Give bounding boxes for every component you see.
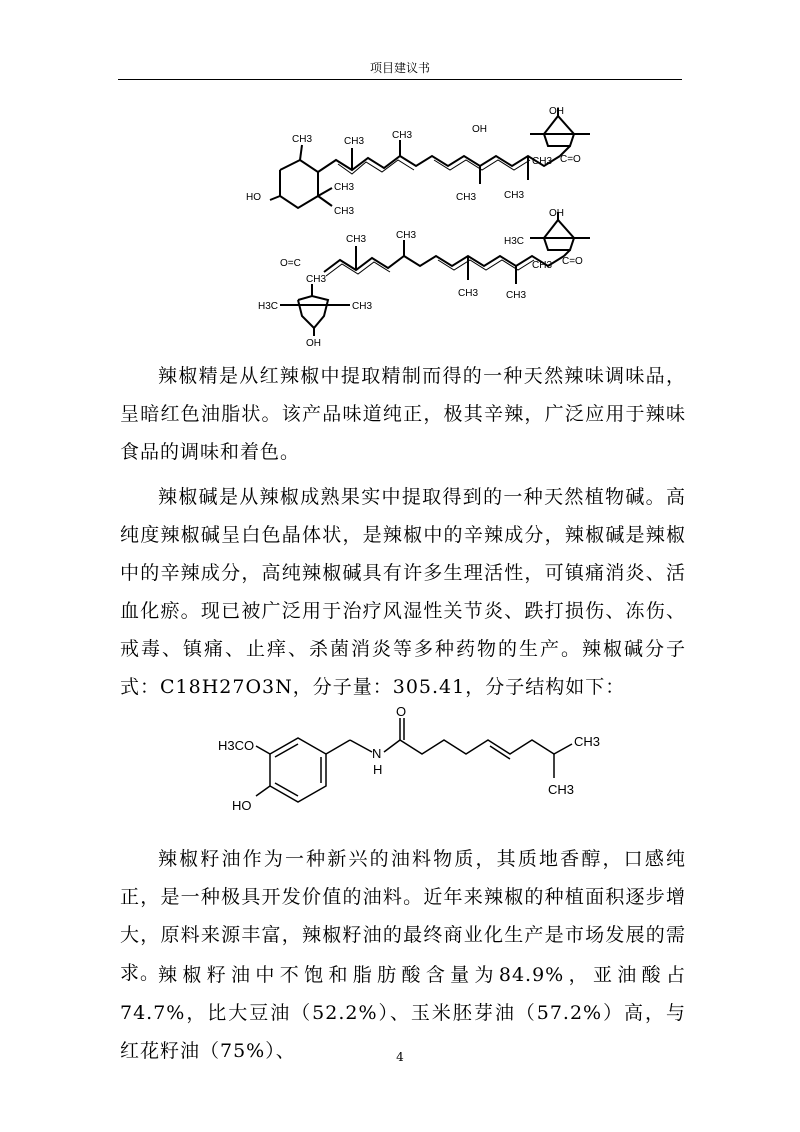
label-ch3-9: CH3 [396,230,417,241]
label-ch3-6: CH3 [456,192,477,203]
capsaicin-structure-figure [210,706,610,842]
page-number: 4 [396,1050,404,1064]
paragraph-capsicum-extract: 辣椒精是从红辣椒中提取精制而得的一种天然辣味调味品，呈暗红色油脂状。该产品味道纯正，极其辛辣，广泛应用于辣味食品的调味和着色。 [120,365,686,463]
label-h3c-1: H3C [504,236,525,247]
label-ch3-13: CH3 [306,274,327,285]
label-ch3-1: CH3 [292,134,313,145]
label-h: H [373,762,383,777]
label-ch3-top: CH3 [574,734,601,749]
page-header: 项目建议书 [369,61,430,75]
label-ch3-12: CH3 [506,290,527,301]
label-h3co: H3CO [218,738,255,753]
label-oc-left: O=C [280,258,301,269]
label-ch3-bottom: CH3 [548,782,575,797]
label-ch3-7b: CH3 [532,156,553,167]
label-ch3-8: CH3 [346,234,367,245]
label-ch3-7: CH3 [504,190,525,201]
label-oh-mid: OH [472,124,487,135]
pigment-structure-figure [240,100,620,350]
label-ch3-10b: CH3 [532,260,553,271]
label-ch3-5: CH3 [334,206,355,217]
label-co-2: C=O [562,256,583,267]
label-oh-top-2: OH [549,208,564,219]
paragraph-capsaicin: 辣椒碱是从辣椒成熟果实中提取得到的一种天然植物碱。高纯度辣椒碱呈白色晶体状，是辣椒中的辛辣成分，辣椒碱是辣椒中的辛辣成分，高纯辣椒碱具有许多生理活性，可镇痛消炎、活血化瘀。现已被广泛用于治疗风湿性关节炎、跌打损伤、冻伤、戒毒、镇痛、止痒、杀菌消炎等多种药物的生产。辣椒碱分子式：C18H27O3N，分子量：305.41，分子结构如下： [120,486,686,698]
label-ho: HO [232,798,252,813]
label-oh-top-1: OH [549,106,564,117]
pigment-structure-svg [240,100,620,350]
label-ho-left: HO [246,192,261,203]
label-carbonyl-o: O [396,706,407,719]
label-h3c-2: H3C [258,301,279,312]
label-n: N [372,746,382,761]
paragraph-seed-oil: 辣椒籽油作为一种新兴的油料物质，其质地香醇，口感纯正，是一种极具开发价值的油料。近年来辣椒的种植面积逐步增大，原料来源丰富，辣椒籽油的最终商业化生产是市场发展的需求。 [120,848,686,984]
label-oh-bottom: OH [306,338,321,349]
label-co-1: C=O [560,154,581,165]
label-ch3-3: CH3 [392,130,413,141]
capsaicin-structure-svg [210,706,610,842]
header-rule [118,79,682,80]
paragraph-fatty-acids: 辣椒籽油中不饱和脂肪酸含量为84.9%，亚油酸占74.7%，比大豆油（52.2%）、玉米胚芽油（57.2%）高，与红花籽油（75%）、 [120,964,686,1062]
label-ch3-4: CH3 [334,182,355,193]
label-ch3-11: CH3 [458,288,479,299]
label-ch3-2: CH3 [344,136,365,147]
label-ch3-14: CH3 [352,301,373,312]
